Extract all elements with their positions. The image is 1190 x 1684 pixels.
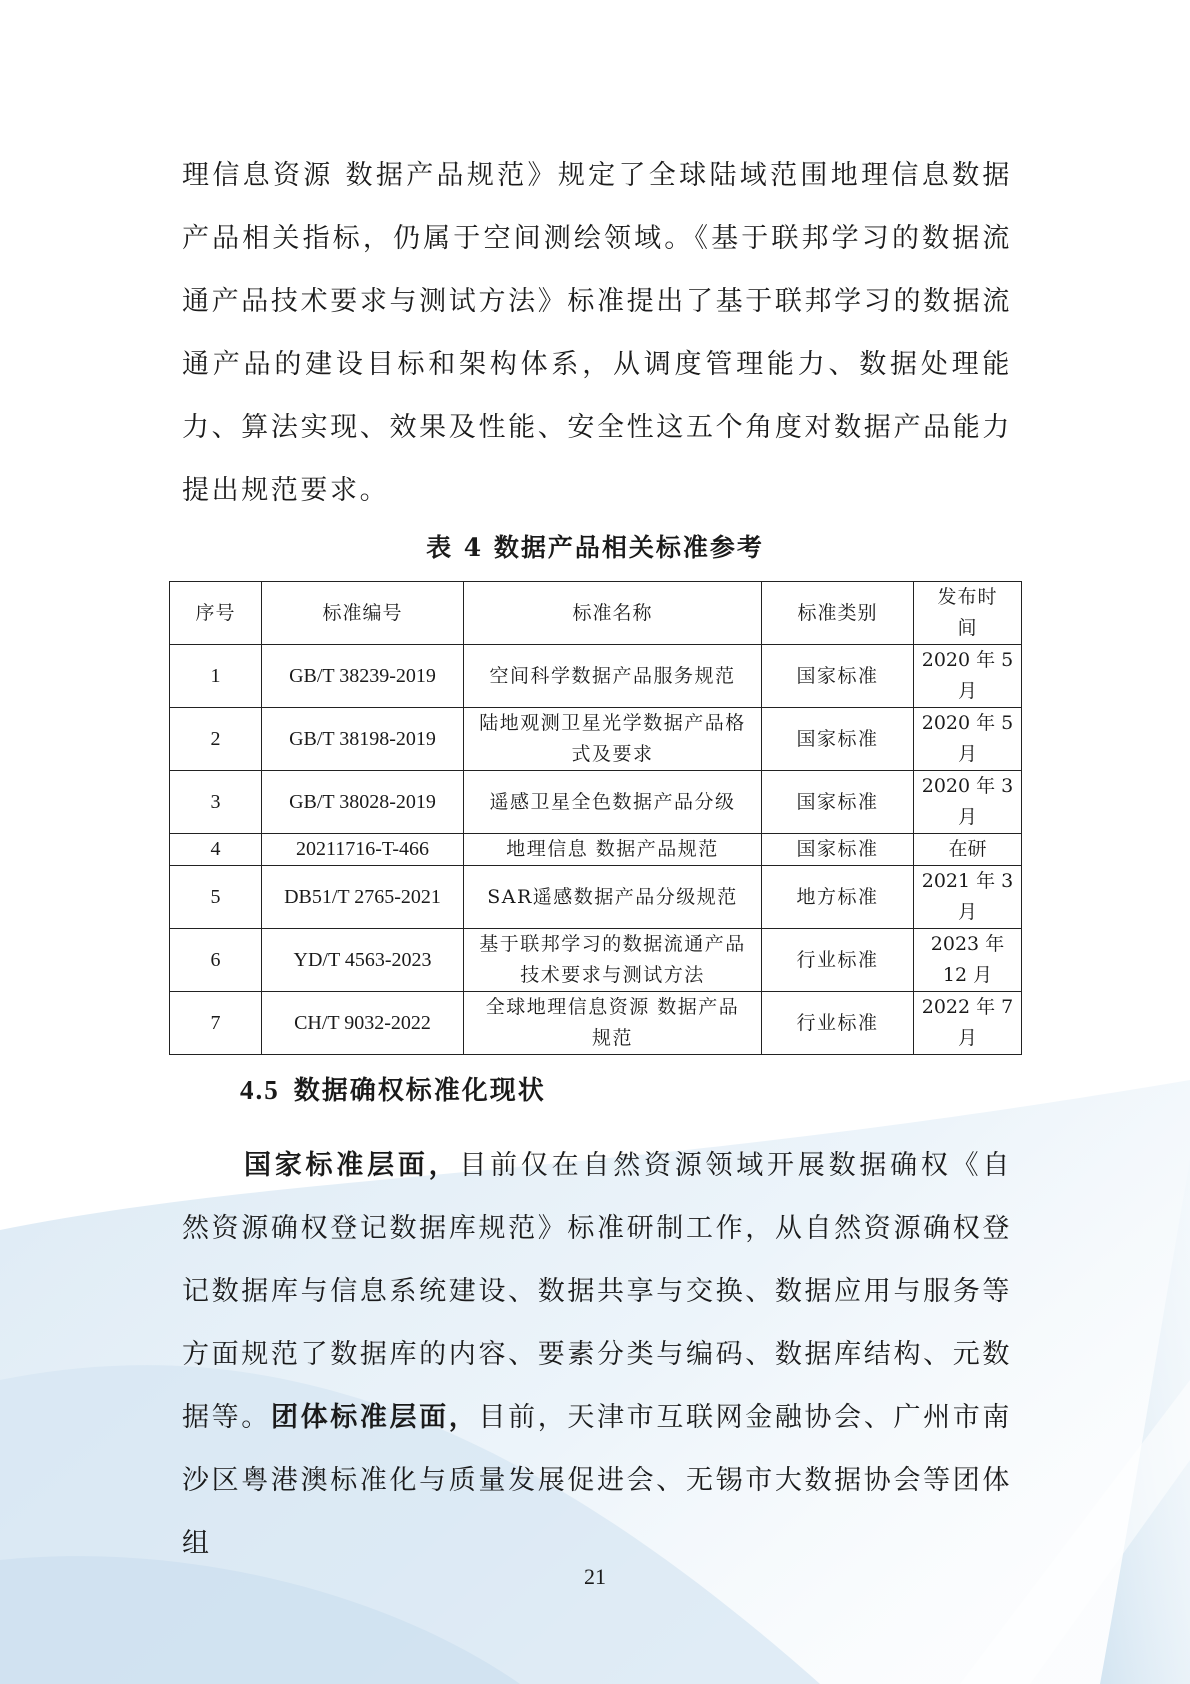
standards-table — [169, 581, 1022, 1055]
body-paragraph-2 — [182, 1134, 1012, 1575]
table-row — [170, 992, 1022, 1055]
page-number: 21 — [584, 1564, 606, 1589]
bold-lead-group: 团体标准层面， — [270, 1402, 479, 1433]
section-heading — [240, 1070, 546, 1107]
cell-date: 2023 年 12 月 — [914, 929, 1022, 992]
cell-code: 20211716-T-466 — [262, 834, 464, 866]
cell-date: 在研 — [914, 834, 1022, 866]
cell-category: 行业标准 — [762, 992, 914, 1055]
cell-no: 2 — [170, 708, 262, 771]
body-paragraph-1: 理信息资源 数据产品规范》规定了全球陆域范围地理信息数据产品相关指标，仍属于空间测绘领域。《基于联邦学习的数据流通产品技术要求与测试方法》标准提出了基于联邦学习的数据流通产品的建设目标和架构体系，从调度管理能力、数据处理能力、算法实现、效果及性能、安全性这五个角度对数据产品能力提出规范要求。 — [182, 160, 1012, 506]
cell-name: 空间科学数据产品服务规范 — [464, 645, 762, 708]
cell-category: 国家标准 — [762, 834, 914, 866]
cell-no: 1 — [170, 645, 262, 708]
section-title: 数据确权标准化现状 — [293, 1076, 546, 1106]
table-row — [170, 771, 1022, 834]
cell-code: GB/T 38198-2019 — [262, 708, 464, 771]
cell-no: 7 — [170, 992, 262, 1055]
paragraph-text: 目前仅在自然资源领域开展数据确权《自然资源确权登记数据库规范》标准研制工作，从自然资源确权登记数据库与信息系统建设、数据共享与交换、数据应用与服务等方面规范了数据库的内容、要素分类与编码、数据库结构、元数据等。 — [182, 1150, 1012, 1433]
cell-no: 5 — [170, 866, 262, 929]
cell-name: SAR遥感数据产品分级规范 — [464, 866, 762, 929]
header-code: 标准编号 — [262, 582, 464, 645]
cell-category: 地方标准 — [762, 866, 914, 929]
cell-date: 2020 年 5 月 — [914, 645, 1022, 708]
cell-category: 国家标准 — [762, 708, 914, 771]
section-number: 4.5 — [240, 1075, 280, 1105]
cell-name: 地理信息 数据产品规范 — [464, 834, 762, 866]
cell-code: CH/T 9032-2022 — [262, 992, 464, 1055]
paragraph-text: 目前，天津市互联网金融协会、广州市南沙区粤港澳标准化与质量发展促进会、无锡市大数据协会等团体组 — [182, 1402, 1012, 1559]
bold-lead-national: 国家标准层面， — [244, 1150, 460, 1181]
table-row — [170, 708, 1022, 771]
cell-category: 行业标准 — [762, 929, 914, 992]
table-row — [170, 834, 1022, 866]
header-category: 标准类别 — [762, 582, 914, 645]
cell-date: 2020 年 5 月 — [914, 708, 1022, 771]
header-date: 发布时间 — [914, 582, 1022, 645]
cell-code: YD/T 4563-2023 — [262, 929, 464, 992]
header-no: 序号 — [170, 582, 262, 645]
cell-no: 3 — [170, 771, 262, 834]
cell-category: 国家标准 — [762, 771, 914, 834]
table-row — [170, 929, 1022, 992]
cell-category: 国家标准 — [762, 645, 914, 708]
table-row — [170, 645, 1022, 708]
cell-code: GB/T 38028-2019 — [262, 771, 464, 834]
table-caption: 表 4 数据产品相关标准参考 — [426, 533, 764, 562]
cell-date: 2022 年 7 月 — [914, 992, 1022, 1055]
cell-date: 2021 年 3 月 — [914, 866, 1022, 929]
cell-date: 2020 年 3 月 — [914, 771, 1022, 834]
cell-name: 遥感卫星全色数据产品分级 — [464, 771, 762, 834]
table-header-row — [170, 582, 1022, 645]
cell-name: 基于联邦学习的数据流通产品技术要求与测试方法 — [464, 929, 762, 992]
cell-no: 6 — [170, 929, 262, 992]
cell-code: DB51/T 2765-2021 — [262, 866, 464, 929]
header-name: 标准名称 — [464, 582, 762, 645]
cell-name: 陆地观测卫星光学数据产品格式及要求 — [464, 708, 762, 771]
cell-name: 全球地理信息资源 数据产品规范 — [464, 992, 762, 1055]
cell-no: 4 — [170, 834, 262, 866]
cell-code: GB/T 38239-2019 — [262, 645, 464, 708]
table-row — [170, 866, 1022, 929]
